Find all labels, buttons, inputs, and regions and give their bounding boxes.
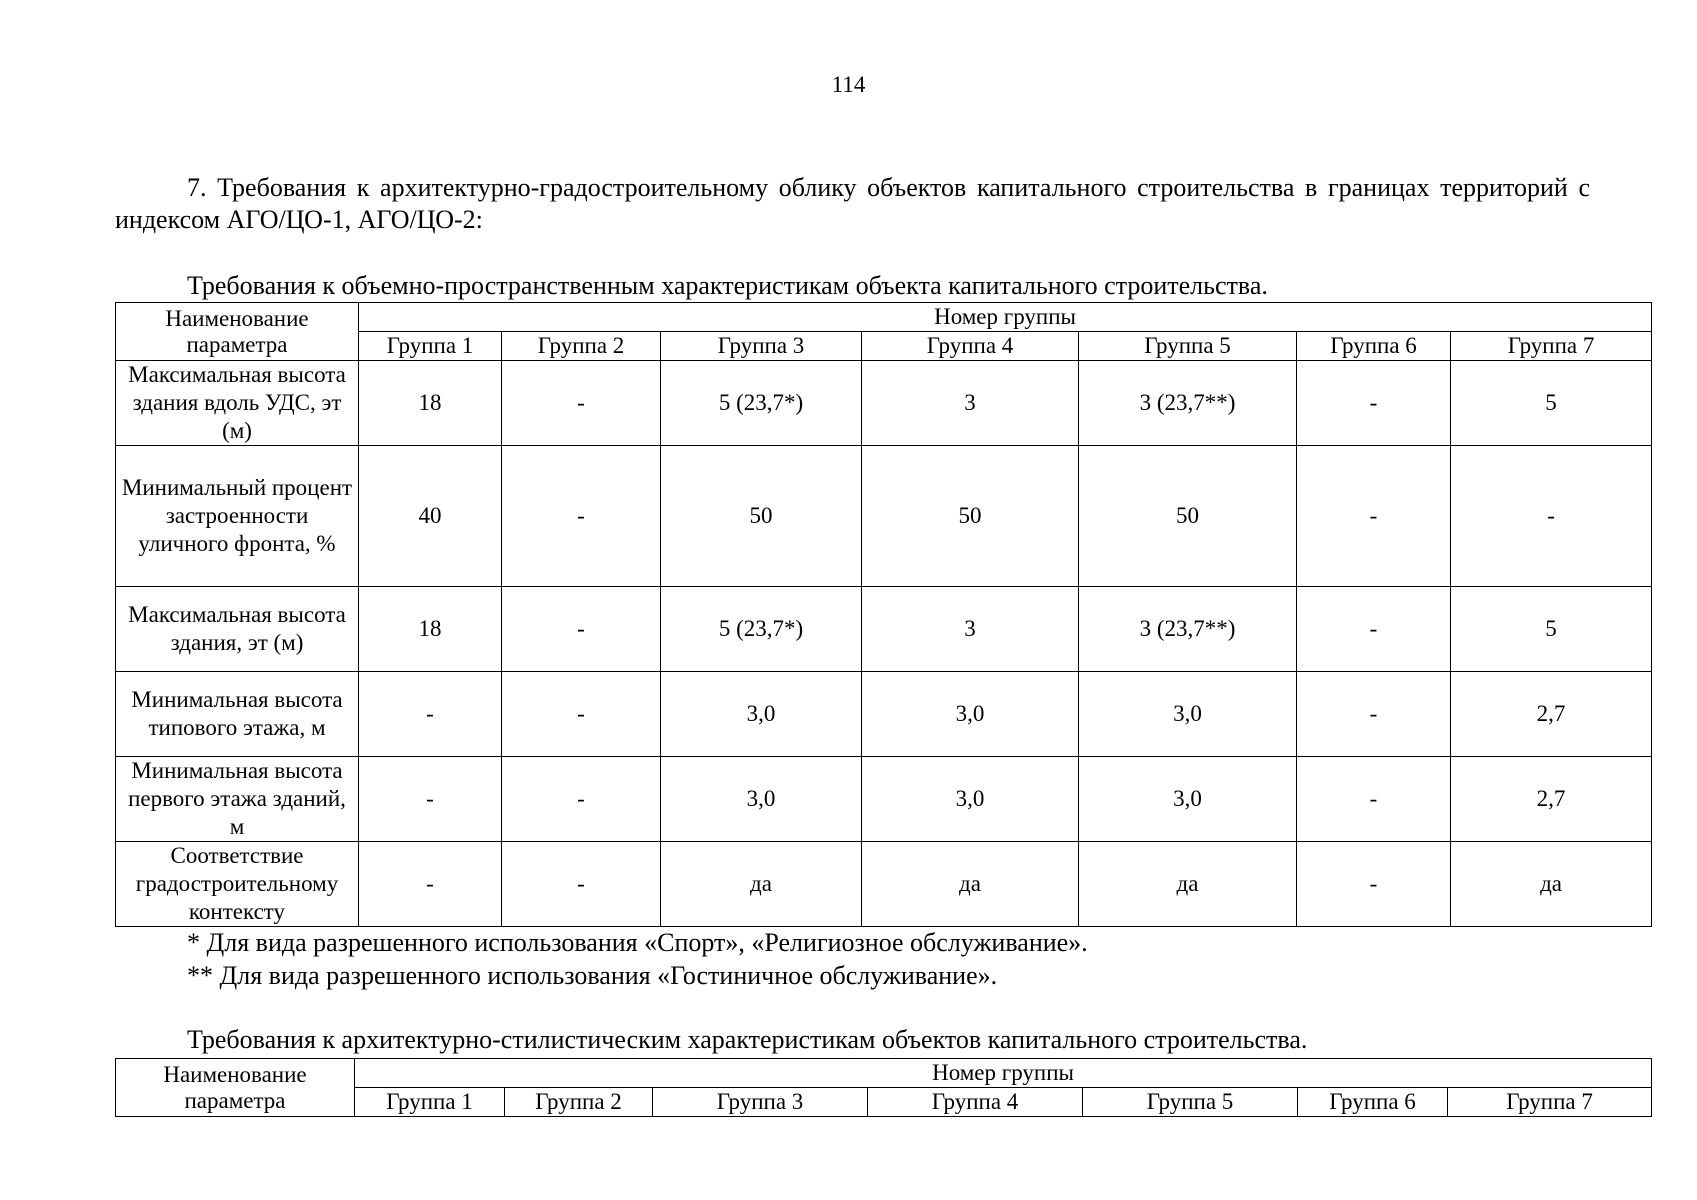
group-header: Группа 1 <box>359 332 502 361</box>
group-header: Группа 7 <box>1451 332 1652 361</box>
table-cell: - <box>359 672 502 757</box>
section-heading: 7. Требования к архитектурно-градостроительному облику объектов капитального строительства в границах территорий с индексом АГО/ЦО-1, АГО/ЦО-2: <box>115 173 1590 234</box>
param-name: Максимальная высота здания, эт (м) <box>116 587 359 672</box>
table-cell: 3,0 <box>1079 672 1297 757</box>
group-header: Группа 3 <box>653 1088 868 1117</box>
footnote: * Для вида разрешенного использования «Спорт», «Религиозное обслуживание». <box>187 928 1088 957</box>
group-header: Группа 1 <box>355 1088 505 1117</box>
table-cell: - <box>502 446 661 587</box>
table-cell: 5 <box>1451 587 1652 672</box>
table-cell: 3,0 <box>862 757 1079 842</box>
group-header: Группа 5 <box>1079 332 1297 361</box>
table-cell: - <box>502 672 661 757</box>
table-cell: - <box>1451 446 1652 587</box>
group-number-header: Номер группы <box>359 303 1652 332</box>
group-header: Группа 2 <box>502 332 661 361</box>
table-cell: 3 <box>862 361 1079 446</box>
group-header: Группа 4 <box>862 332 1079 361</box>
table-cell: 50 <box>661 446 862 587</box>
param-name: Максимальная высота здания вдоль УДС, эт (м) <box>116 361 359 446</box>
table-cell: 50 <box>862 446 1079 587</box>
table-cell: 50 <box>1079 446 1297 587</box>
volumetric-requirements-table <box>115 302 1652 927</box>
table-row <box>116 446 1652 587</box>
group-header: Группа 4 <box>868 1088 1083 1117</box>
table-cell: - <box>1297 361 1451 446</box>
table-row <box>116 361 1652 446</box>
table-cell: 5 (23,7*) <box>661 587 862 672</box>
param-name: Соответствие градостроительному контексту <box>116 842 359 927</box>
table-cell: - <box>1297 672 1451 757</box>
table-cell: - <box>1297 757 1451 842</box>
group-header: Группа 6 <box>1297 332 1451 361</box>
param-column-header: Наименование параметра <box>116 303 359 361</box>
table-cell: 3,0 <box>862 672 1079 757</box>
table1-caption: Требования к объемно-пространственным характеристикам объекта капитального строительства. <box>187 271 1268 300</box>
table-cell: 18 <box>359 361 502 446</box>
table-cell: - <box>502 757 661 842</box>
table2-caption: Требования к архитектурно-стилистическим характеристикам объектов капитального строительства. <box>187 1025 1308 1054</box>
table-cell: 5 <box>1451 361 1652 446</box>
group-header: Группа 3 <box>661 332 862 361</box>
param-name: Минимальная высота типового этажа, м <box>116 672 359 757</box>
table-cell: 40 <box>359 446 502 587</box>
table-cell: да <box>862 842 1079 927</box>
table-cell: да <box>1079 842 1297 927</box>
table-cell: 2,7 <box>1451 672 1652 757</box>
table-cell: - <box>502 587 661 672</box>
table-cell: 3 <box>862 587 1079 672</box>
group-header: Группа 2 <box>505 1088 653 1117</box>
table-cell: да <box>1451 842 1652 927</box>
param-name: Минимальный процент застроенности уличного фронта, % <box>116 446 359 587</box>
group-number-header: Номер группы <box>355 1059 1652 1088</box>
table-cell: 2,7 <box>1451 757 1652 842</box>
table-cell: - <box>1297 842 1451 927</box>
table-cell: 3,0 <box>661 672 862 757</box>
table-cell: 18 <box>359 587 502 672</box>
table-cell: - <box>502 842 661 927</box>
param-column-header: Наименование параметра <box>116 1059 355 1117</box>
table-cell: 3 (23,7**) <box>1079 361 1297 446</box>
table-cell: - <box>359 757 502 842</box>
page-number: 114 <box>831 72 866 97</box>
table-cell: - <box>1297 587 1451 672</box>
table-cell: - <box>359 842 502 927</box>
table-row <box>116 757 1652 842</box>
table-cell: - <box>1297 446 1451 587</box>
group-header: Группа 5 <box>1083 1088 1298 1117</box>
group-header: Группа 6 <box>1298 1088 1448 1117</box>
table-cell: 5 (23,7*) <box>661 361 862 446</box>
table-cell: 3 (23,7**) <box>1079 587 1297 672</box>
param-name: Минимальная высота первого этажа зданий, м <box>116 757 359 842</box>
table-row <box>116 672 1652 757</box>
table-cell: 3,0 <box>661 757 862 842</box>
footnote: ** Для вида разрешенного использования «Гостиничное обслуживание». <box>187 961 998 990</box>
table-row <box>116 587 1652 672</box>
stylistic-requirements-table <box>115 1058 1652 1117</box>
table-cell: - <box>502 361 661 446</box>
table-cell: да <box>661 842 862 927</box>
table-cell: 3,0 <box>1079 757 1297 842</box>
group-header: Группа 7 <box>1448 1088 1652 1117</box>
table-row <box>116 842 1652 927</box>
